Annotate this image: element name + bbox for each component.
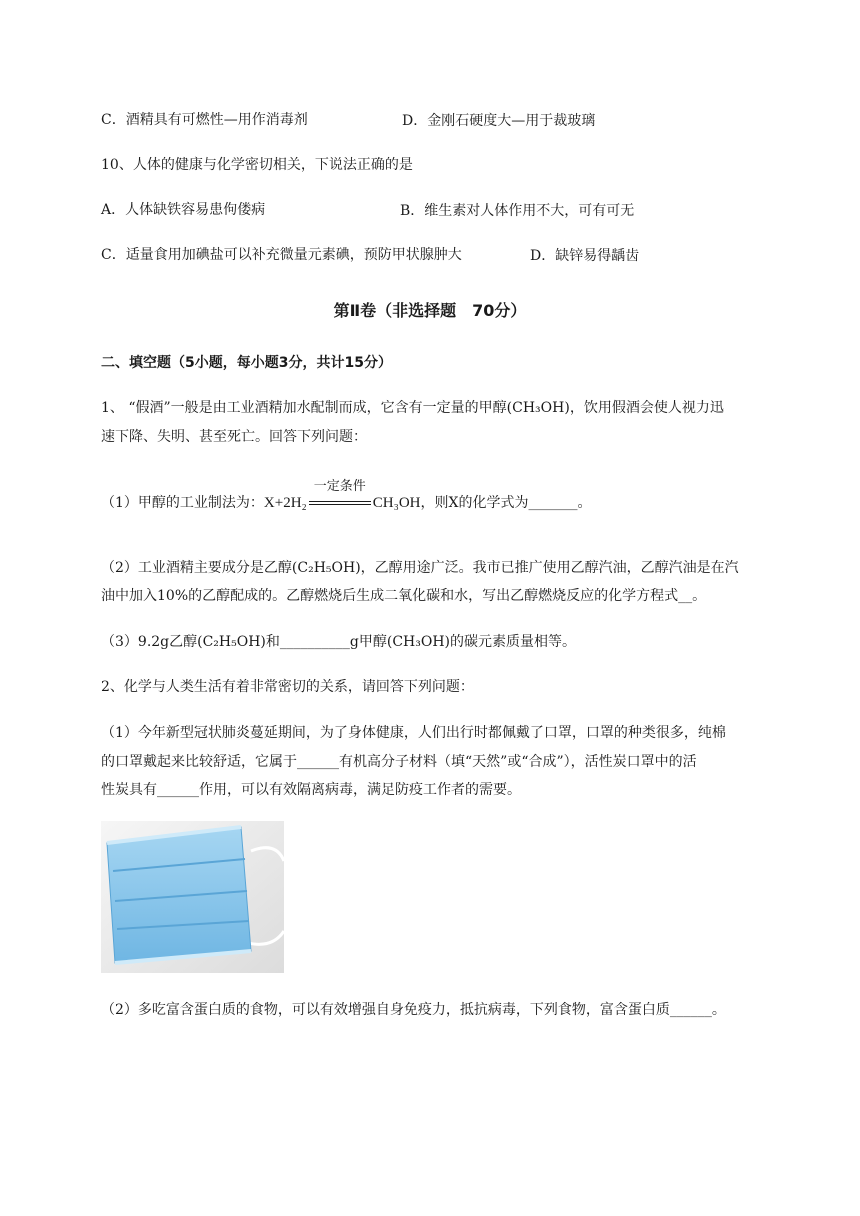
q1-sub1-reactants: X+2H₂ — [263, 495, 307, 511]
q2-sub2: （2）多吃富含蛋白质的食物，可以有效增强自身免疫力，抵抗病毒，下列食物，富含蛋白质______。 — [101, 1002, 726, 1018]
q10-option-b: B．维生素对人体作用不大，可有可无 — [400, 203, 635, 219]
q1-sub1-suffix: ，则X的化学式为_______。 — [420, 495, 592, 511]
equals-bar-top — [309, 501, 371, 502]
q2-stem: 2、化学与人类生活有着非常密切的关系，请回答下列问题： — [101, 679, 474, 695]
reaction-arrow — [309, 479, 371, 511]
q1-sub1-prefix: （1）甲醇的工业制法为： — [101, 495, 264, 511]
part2-title: 第Ⅱ卷（非选择题 70分） — [333, 301, 527, 320]
q1-sub1-product: CH₃OH — [372, 495, 421, 511]
q1-sub2-line2: 油中加入10%的乙醇配成的。乙醇燃烧后生成二氧化碳和水，写出乙醇燃烧反应的化学方程式__。 — [101, 588, 707, 604]
q2-sub1-line3: 性炭具有______作用，可以有效隔离病毒，满足防疫工作者的需要。 — [101, 782, 521, 798]
q10-option-d: D．缺锌易得龋齿 — [530, 248, 640, 264]
q10-option-a: A．人体缺铁容易患佝偻病 — [101, 202, 266, 218]
section-title: 二、填空题（5小题，每小题3分，共计15分） — [101, 355, 392, 371]
q1-sub2-line1: （2）工业酒精主要成分是乙醇(C₂H₅OH)，乙醇用途广泛。我市已推广使用乙醇汽油，乙醇汽油是在汽 — [101, 560, 739, 576]
q10-stem: 10、人体的健康与化学密切相关，下说法正确的是 — [101, 157, 413, 173]
q9-option-d: D．金刚石硬度大—用于裁玻璃 — [402, 113, 596, 129]
q1-sub3: （3）9.2g乙醇(C₂H₅OH)和__________g甲醇(CH₃OH)的碳元素质量相等。 — [101, 634, 576, 650]
q2-sub1-line2: 的口罩戴起来比较舒适，它属于______有机高分子材料（填“天然”或“合成”），活性炭口罩中的活 — [101, 754, 697, 770]
q9-option-c: C．酒精具有可燃性—用作消毒剂 — [101, 112, 308, 128]
q10-option-c: C．适量食用加碘盐可以补充微量元素碘，预防甲状腺肿大 — [101, 247, 462, 263]
q2-sub1-line1: （1）今年新型冠状肺炎蔓延期间，为了身体健康，人们出行时都佩戴了口罩，口罩的种类很多，纯棉 — [101, 725, 726, 741]
q1-stem-line1: 1、 “假酒”一般是由工业酒精加水配制而成，它含有一定量的甲醇(CH₃OH)，饮用假酒会使人视力迅 — [101, 400, 724, 416]
face-mask-image — [101, 821, 284, 973]
q1-sub1 — [101, 479, 592, 513]
q1-stem-line2: 速下降、失明、甚至死亡。回答下列问题： — [101, 429, 367, 445]
equals-bar-bottom — [309, 504, 371, 505]
reaction-condition: 一定条件 — [313, 479, 366, 494]
